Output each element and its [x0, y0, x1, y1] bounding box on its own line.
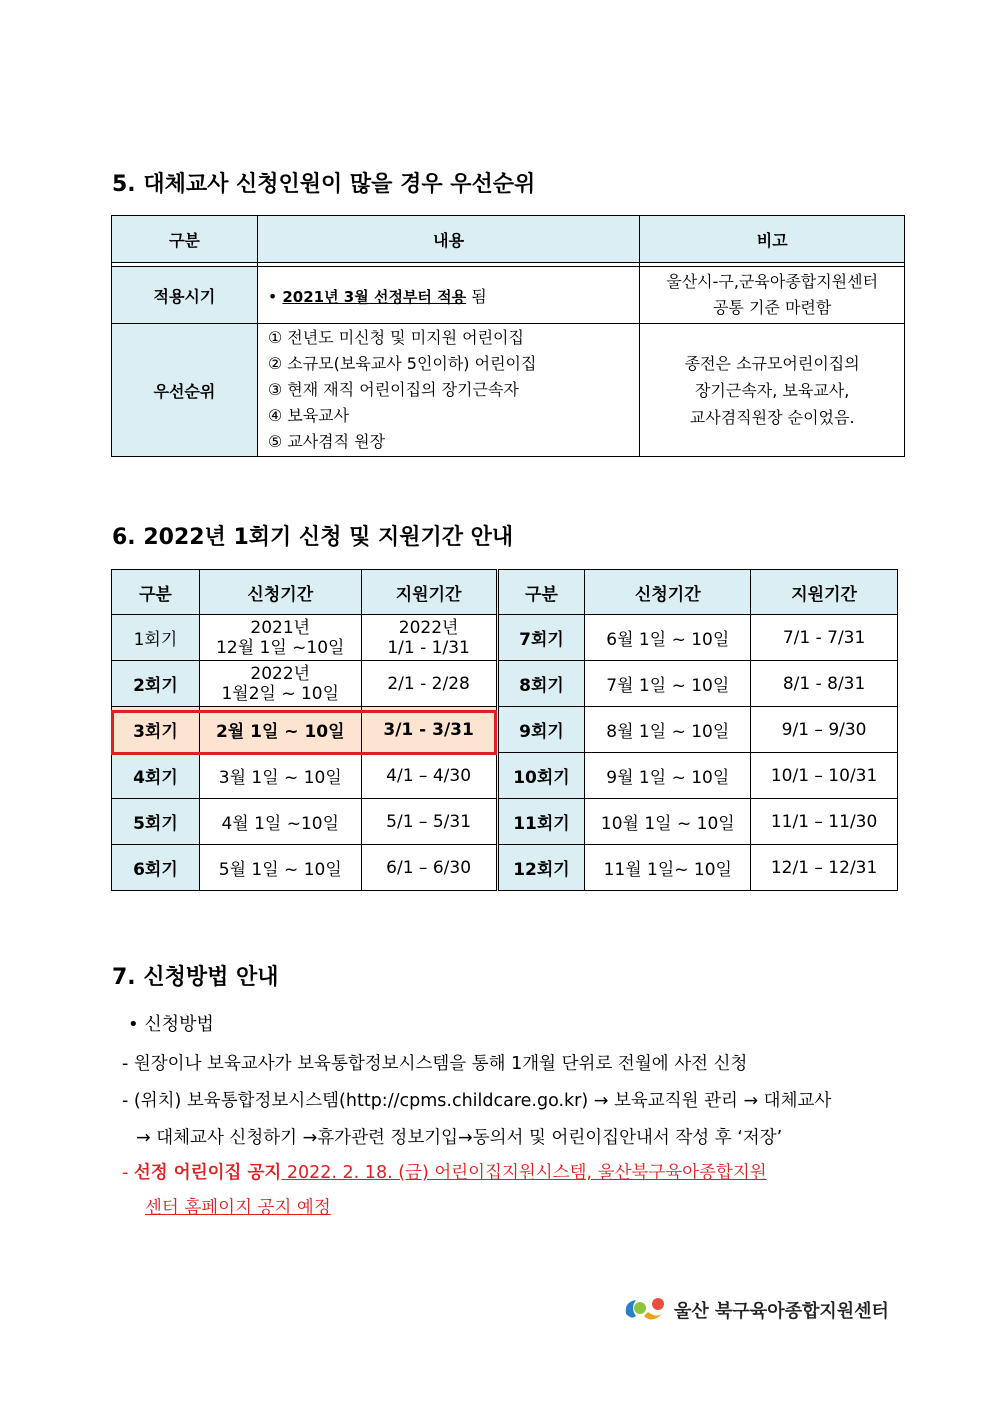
priority-item: ① 전년도 미신청 및 미지원 어린이집 — [267, 328, 524, 347]
schedule-row — [112, 661, 898, 707]
round-label: 5회기 — [112, 799, 200, 845]
support-period: 4/1 – 4/30 — [361, 753, 497, 799]
method-bullet: • 신청방법 — [128, 1014, 214, 1035]
support-period: 8/1 - 8/31 — [751, 661, 898, 707]
org-logo-icon — [622, 1294, 668, 1326]
round-label: 12회기 — [497, 845, 585, 891]
priority-item: ⑤ 교사겸직 원장 — [267, 432, 386, 451]
support-period: 10/1 – 10/31 — [751, 753, 898, 799]
footer-logo — [622, 1292, 889, 1328]
apply-period: 2월 1일 ~ 10일 — [199, 707, 361, 753]
header-note: 비고 — [640, 216, 905, 263]
round-label: 9회기 — [497, 707, 585, 753]
apply-period: 5월 1일 ~ 10일 — [199, 845, 361, 891]
priority-item: ③ 현재 재직 어린이집의 장기근속자 — [267, 380, 519, 399]
priority-table — [111, 215, 905, 457]
priority-list — [257, 324, 640, 457]
round-label: 1회기 — [112, 615, 200, 661]
apply-period: 6월 1일 ~ 10일 — [585, 615, 751, 661]
section6-title: 6. 2022년 1회기 신청 및 지원기간 안내 — [112, 525, 514, 550]
notice-label: 선정 어린이집 공지 — [133, 1163, 282, 1183]
priority-item: ② 소규모(보육교사 5인이하) 어린이집 — [267, 354, 537, 373]
round-label: 3회기 — [112, 707, 200, 753]
apply-period: 10월 1일 ~ 10일 — [585, 799, 751, 845]
method-line: → 대체교사 신청하기 →휴가관련 정보기입→동의서 및 어린이집안내서 작성 후 ‘저장’ — [136, 1128, 783, 1148]
label-priority: 우선순위 — [112, 324, 258, 457]
support-period: 5/1 – 5/31 — [361, 799, 497, 845]
header-apply-period: 신청기간 — [199, 570, 361, 615]
round-label: 10회기 — [497, 753, 585, 799]
apply-period-content: • 2021년 3월 선정부터 적용 됨 — [257, 267, 640, 324]
schedule-row-highlighted — [112, 707, 898, 753]
org-name: 울산 북구육아종합지원센터 — [674, 1301, 889, 1322]
row-priority — [112, 324, 905, 457]
support-period: 6/1 – 6/30 — [361, 845, 497, 891]
row-apply-period — [112, 267, 905, 324]
apply-period-date: 2021년 3월 선정부터 적용 — [282, 287, 467, 306]
apply-period-note: 울산시-구,군육아종합지원센터 공통 기준 마련함 — [640, 267, 905, 324]
apply-period: 2022년 1월2일 ~ 10일 — [199, 661, 361, 707]
round-label: 4회기 — [112, 753, 200, 799]
priority-table-header — [112, 216, 905, 263]
support-period: 7/1 - 7/31 — [751, 615, 898, 661]
header-category: 구분 — [112, 216, 258, 263]
header-support-period: 지원기간 — [361, 570, 497, 615]
support-period: 2022년 1/1 - 1/31 — [361, 615, 497, 661]
section5-title: 5. 대체교사 신청인원이 많을 경우 우선순위 — [112, 172, 536, 197]
apply-period: 3월 1일 ~ 10일 — [199, 753, 361, 799]
support-period: 12/1 – 12/31 — [751, 845, 898, 891]
support-period: 9/1 – 9/30 — [751, 707, 898, 753]
label-apply-period: 적용시기 — [112, 267, 258, 324]
support-period: 11/1 – 11/30 — [751, 799, 898, 845]
schedule-row — [112, 753, 898, 799]
method-line: - (위치) 보육통합정보시스템(http://cpms.childcare.go.kr) → 보육교직원 관리 → 대체교사 — [122, 1091, 832, 1111]
round-label: 6회기 — [112, 845, 200, 891]
apply-period: 11월 1일~ 10일 — [585, 845, 751, 891]
round-label: 8회기 — [497, 661, 585, 707]
header-apply-period: 신청기간 — [585, 570, 751, 615]
apply-period: 2021년 12월 1일 ~10일 — [199, 615, 361, 661]
notice-line: - 선정 어린이집 공지 2022. 2. 18. (금) 어린이집지원시스템, 울산북구육아종합지원 — [122, 1163, 767, 1183]
priority-note: 종전은 소규모어린이집의 장기근속자, 보육교사, 교사겸직원장 순이었음. — [640, 324, 905, 457]
notice-line: 센터 홈페이지 공지 예정 — [145, 1198, 331, 1218]
round-label: 11회기 — [497, 799, 585, 845]
method-line: - 원장이나 보육교사가 보육통합정보시스템을 통해 1개월 단위로 전월에 사전 신청 — [122, 1054, 748, 1074]
round-label: 7회기 — [497, 615, 585, 661]
schedule-row — [112, 615, 898, 661]
apply-period: 9월 1일 ~ 10일 — [585, 753, 751, 799]
notice-date: 2022. 2. 18. (금) 어린이집지원시스템, 울산북구육아종합지원 — [281, 1163, 767, 1183]
schedule-table — [111, 569, 898, 891]
priority-item: ④ 보육교사 — [267, 406, 350, 425]
header-content: 내용 — [257, 216, 640, 263]
support-period: 2/1 - 2/28 — [361, 661, 497, 707]
header-support-period: 지원기간 — [751, 570, 898, 615]
schedule-row — [112, 845, 898, 891]
schedule-header — [112, 570, 898, 615]
schedule-row — [112, 799, 898, 845]
round-label: 2회기 — [112, 661, 200, 707]
apply-period: 8월 1일 ~ 10일 — [585, 707, 751, 753]
support-period: 3/1 - 3/31 — [361, 707, 497, 753]
header-round: 구분 — [497, 570, 585, 615]
header-round: 구분 — [112, 570, 200, 615]
apply-period: 4월 1일 ~10일 — [199, 799, 361, 845]
apply-period: 7월 1일 ~ 10일 — [585, 661, 751, 707]
section7-title: 7. 신청방법 안내 — [112, 965, 279, 990]
